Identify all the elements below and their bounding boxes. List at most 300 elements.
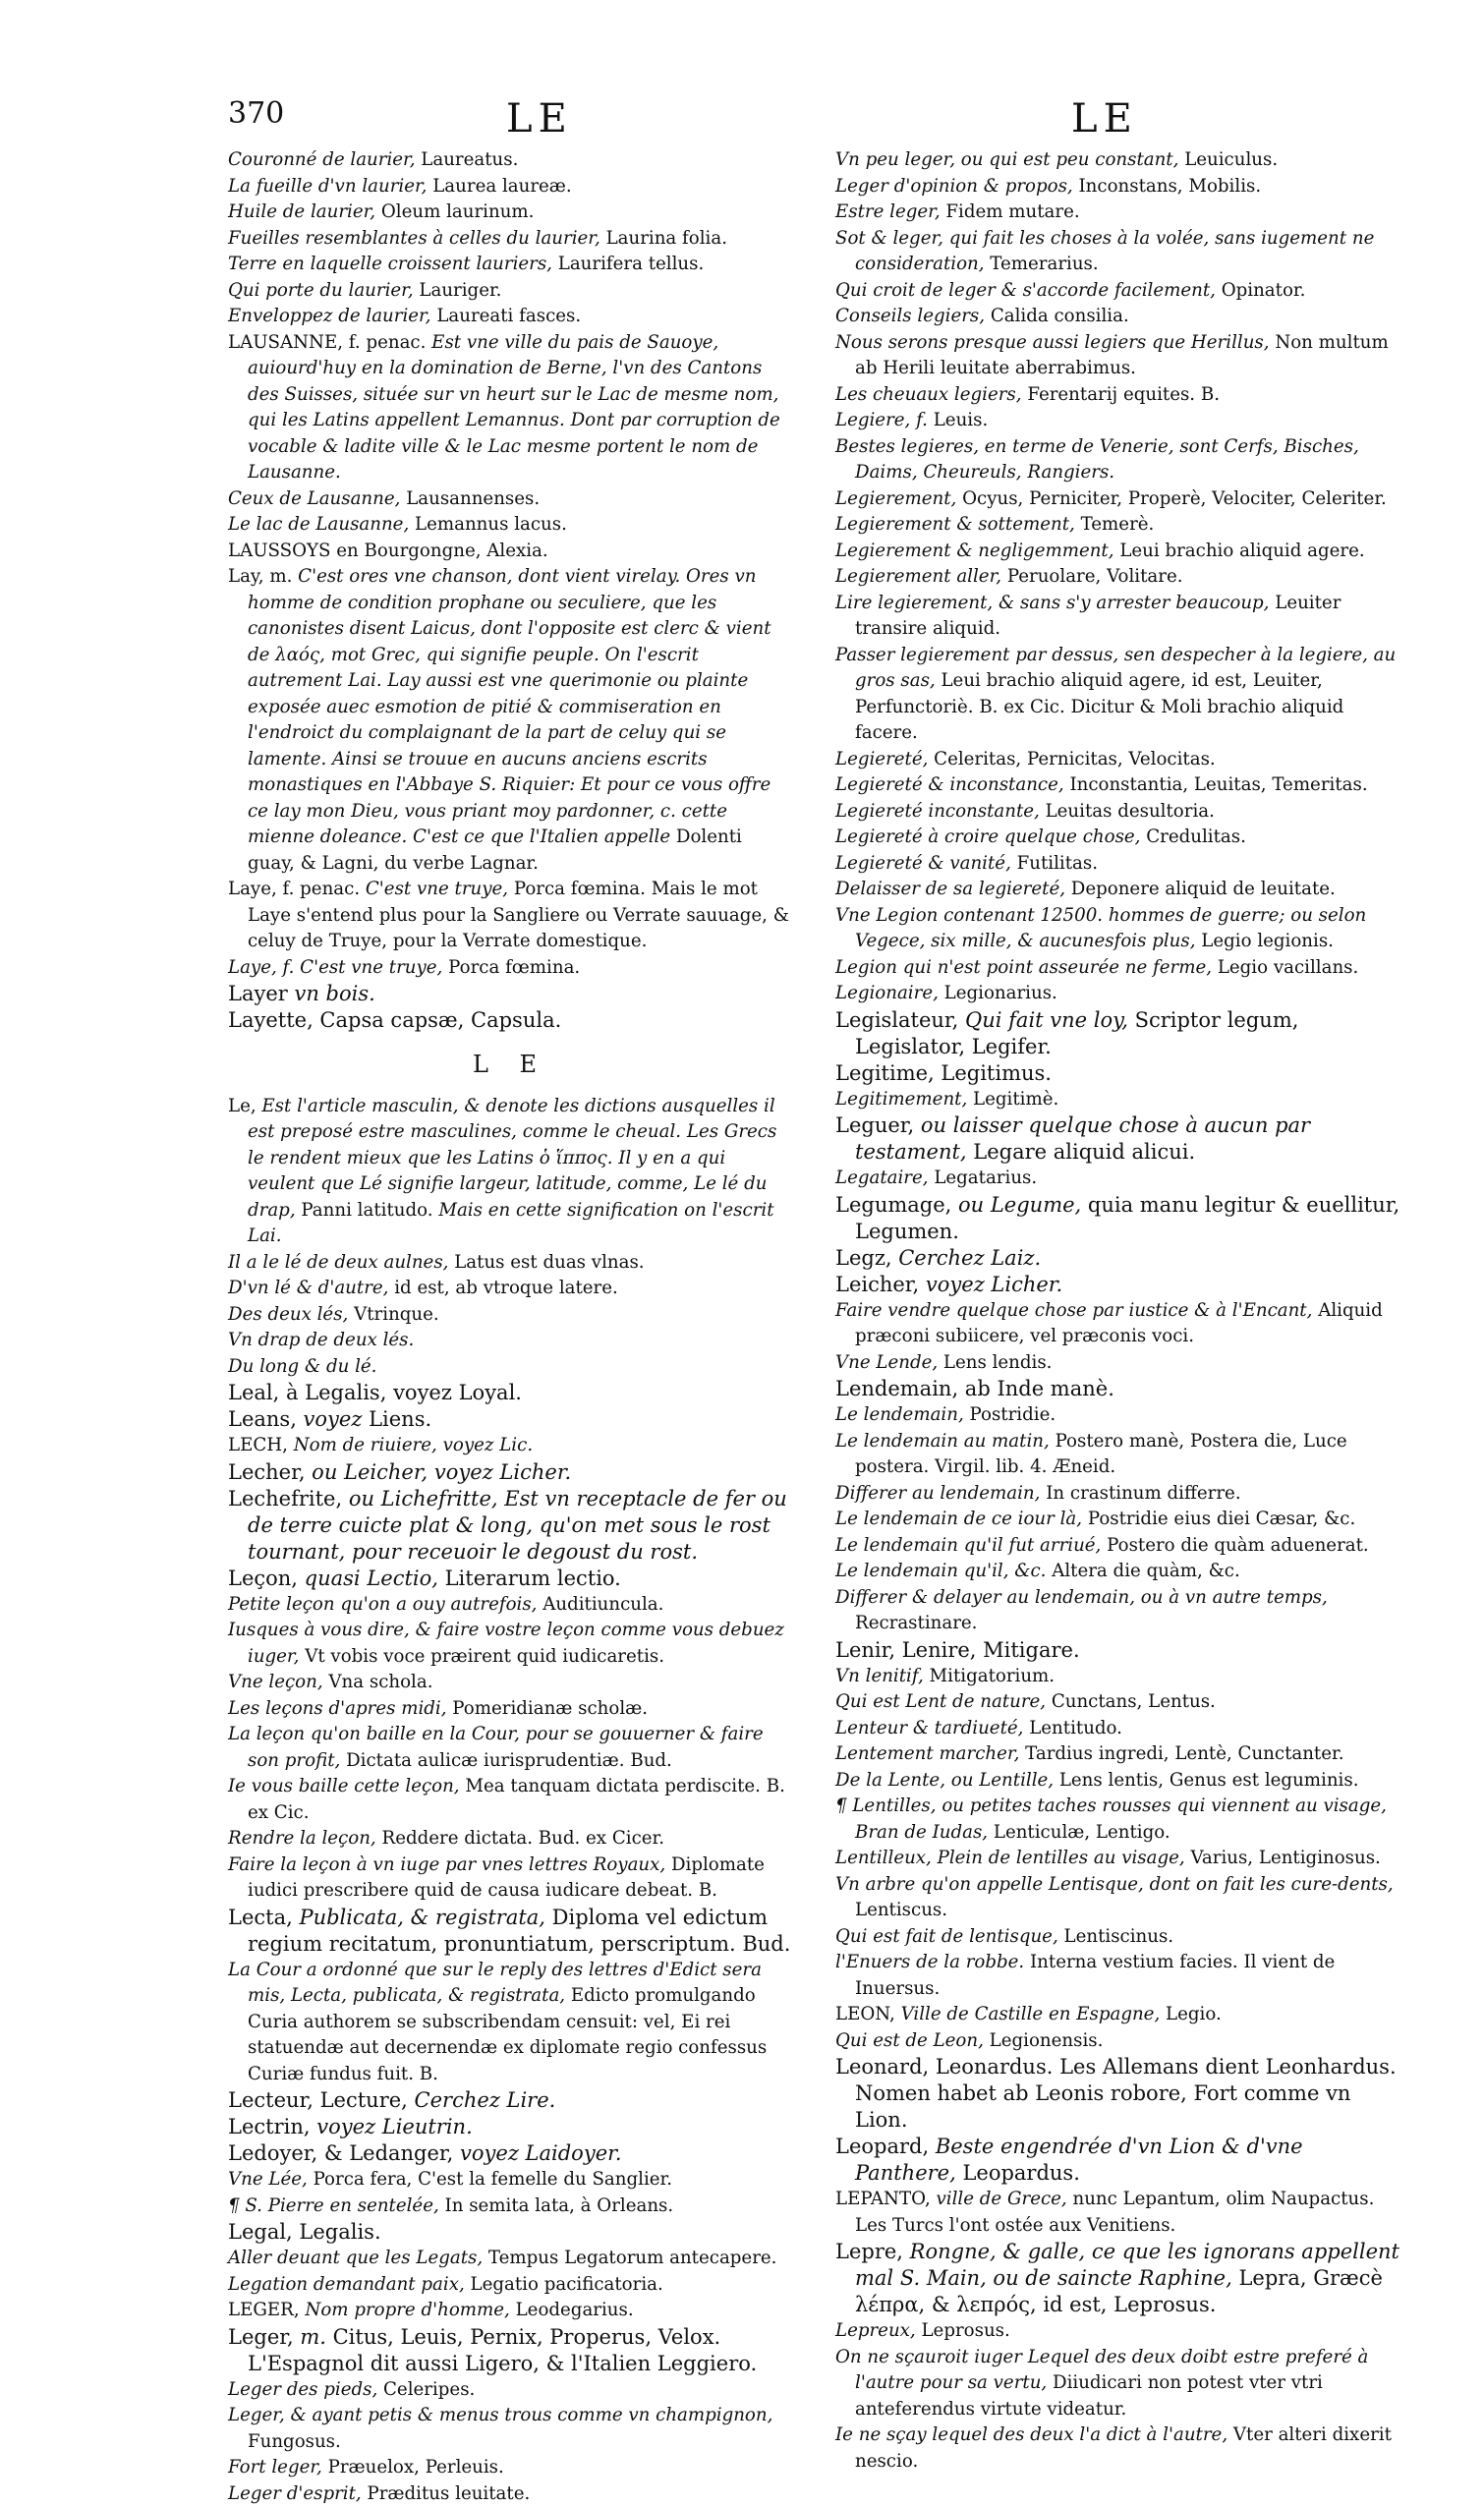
entry-latin: Lens lendis. bbox=[938, 1352, 1052, 1373]
entry-french: Legiereté inconstante, bbox=[835, 801, 1040, 822]
entry-french: Le lac de Lausanne, bbox=[228, 514, 409, 535]
entry-french: Le lendemain, bbox=[835, 1404, 964, 1425]
dictionary-entry bbox=[835, 434, 1400, 486]
entry-latin: Legatio pacificatoria. bbox=[465, 2274, 663, 2295]
entry-latin: Ferentarij equites. B. bbox=[1022, 384, 1220, 405]
entry-latin: Temerè. bbox=[1075, 514, 1155, 535]
dictionary-entry bbox=[228, 147, 793, 174]
dictionary-entry bbox=[228, 1592, 793, 1619]
dictionary-entry bbox=[228, 330, 793, 486]
dictionary-entry bbox=[835, 147, 1400, 174]
entry-french: l'Enuers de la robbe. bbox=[835, 1952, 1024, 1972]
entry-french: Estre leger, bbox=[835, 201, 941, 222]
entry-french: Qui est Lent de nature, bbox=[835, 1691, 1046, 1712]
dictionary-entry bbox=[835, 1298, 1400, 1350]
entry-french: Nom de riuiere, voyez Lic. bbox=[288, 1435, 533, 1455]
entry-french: Le lendemain de ce iour là, bbox=[835, 1509, 1082, 1529]
entry-french: Sot & leger, qui fait les choses à la volée, sans iugement ne consideration, bbox=[835, 228, 1374, 275]
dictionary-entry bbox=[835, 1481, 1400, 1508]
entry-latin: Temerarius. bbox=[985, 254, 1099, 274]
entry-latin: Diiudicari non potest vter vtri anteferendus virtute videatur. bbox=[855, 2372, 1323, 2420]
section-heading: L E bbox=[228, 1052, 793, 1078]
entry-latin: Legionensis. bbox=[984, 2030, 1104, 2051]
entry-french: Lire legierement, & sans s'y arrester beaucoup, bbox=[835, 593, 1269, 613]
dictionary-entry bbox=[835, 877, 1400, 903]
dictionary-entry bbox=[228, 2087, 793, 2114]
entry-french: Legierement & sottement, bbox=[835, 514, 1075, 535]
entry-latin: Præditus leuitate. bbox=[362, 2483, 531, 2504]
entry-latin: Porca fera, C'est la femelle du Sanglier. bbox=[308, 2169, 672, 2190]
entry-french: De la Lente, ou Lentille, bbox=[835, 1770, 1054, 1791]
entry-headword: Lecher, bbox=[228, 1460, 306, 1484]
entry-latin: Legalis. bbox=[293, 2220, 381, 2244]
dictionary-entry bbox=[835, 1741, 1400, 1768]
entry-french: Vne Legion contenant 12500. hommes de guerre; ou selon Vegece, six mille, & aucunesfois plus, bbox=[835, 905, 1366, 952]
dictionary-entry bbox=[228, 2114, 793, 2140]
entry-latin: Calida consilia. bbox=[985, 306, 1129, 326]
dictionary-entry bbox=[228, 2219, 793, 2246]
entry-french: Faire vendre quelque chose par iustice & à l'Encant, bbox=[835, 1300, 1312, 1321]
entry-latin: id est, ab vtroque latere. bbox=[388, 1278, 617, 1298]
entry-french: Leger d'esprit, bbox=[228, 2483, 362, 2504]
dictionary-entry bbox=[228, 1433, 793, 1459]
entry-french: Lentement marcher, bbox=[835, 1743, 1019, 1764]
dictionary-entry bbox=[835, 1245, 1400, 1272]
dictionary-entry bbox=[835, 1166, 1400, 1192]
entry-headword: Legislateur, bbox=[835, 1008, 958, 1032]
dictionary-entry bbox=[228, 1094, 793, 1250]
entry-french: Cerchez Laiz. bbox=[892, 1246, 1042, 1270]
entry-headword: Lectrin, bbox=[228, 2115, 311, 2138]
entry-headword: Leicher, bbox=[835, 1273, 919, 1296]
dictionary-entry bbox=[835, 2422, 1400, 2475]
entry-french: voyez Licher. bbox=[919, 1273, 1062, 1296]
dictionary-entry bbox=[228, 2272, 793, 2299]
dictionary-entry bbox=[835, 1664, 1400, 1690]
dictionary-entry bbox=[835, 278, 1400, 305]
dictionary-entry bbox=[835, 330, 1400, 382]
entry-latin: In semita lata, à Orleans. bbox=[439, 2195, 673, 2216]
entry-latin: Vna schola. bbox=[323, 1672, 433, 1692]
dictionary-entry bbox=[228, 1618, 793, 1670]
entry-french: Legitimement, bbox=[835, 1089, 967, 1110]
entry-headword: Lecteur, Lecture, bbox=[228, 2088, 408, 2112]
dictionary-entry bbox=[228, 2298, 793, 2324]
entry-headword: Lepre, bbox=[835, 2240, 903, 2263]
entry-latin: Lauriger. bbox=[414, 280, 502, 301]
entry-french: Le lendemain qu'il, &c. bbox=[835, 1561, 1046, 1581]
entry-french: Differer & delayer au lendemain, ou à vn autre temps, bbox=[835, 1587, 1328, 1608]
entry-headword: Leçon, bbox=[228, 1567, 298, 1590]
entry-latin: Leuis. bbox=[928, 410, 988, 430]
entry-french: Leger, & ayant petis & menus trous comme vn champignon, bbox=[228, 2405, 772, 2425]
dictionary-entry bbox=[228, 1670, 793, 1696]
entry-latin: Lausannenses. bbox=[400, 488, 540, 509]
entry-french: Qui est de Leon, bbox=[835, 2030, 984, 2051]
entry-french: Legierement, bbox=[835, 488, 956, 509]
running-head-left: LE bbox=[506, 96, 573, 142]
dictionary-entry bbox=[835, 1872, 1400, 1924]
entry-french: ville de Grece, bbox=[931, 2189, 1067, 2209]
entry-headword: Lecta, bbox=[228, 1906, 293, 1929]
entry-latin: Inconstans, Mobilis. bbox=[1073, 176, 1261, 197]
entry-latin: nunc Lepantum, olim Naupactus. Les Turcs l'ont ostée aux Venitiens. bbox=[855, 2189, 1374, 2236]
entry-french: Differer au lendemain, bbox=[835, 1483, 1040, 1504]
dictionary-entry bbox=[228, 2246, 793, 2272]
entry-french: Qui croit de leger & s'accorde facilement, bbox=[835, 280, 1216, 301]
entry-latin: Pomeridianæ scholæ. bbox=[447, 1698, 649, 1719]
dictionary-entry bbox=[835, 174, 1400, 200]
dictionary-entry bbox=[835, 1402, 1400, 1429]
dictionary-entry bbox=[835, 408, 1400, 434]
dictionary-entry bbox=[228, 1354, 793, 1381]
dictionary-entry bbox=[228, 2481, 793, 2507]
entry-latin: Opinator. bbox=[1216, 280, 1305, 301]
dictionary-entry bbox=[835, 1507, 1400, 1533]
entry-headword: Leonard, bbox=[835, 2055, 929, 2079]
dictionary-entry bbox=[228, 981, 793, 1007]
dictionary-entry bbox=[228, 1566, 793, 1592]
entry-latin: Alexia. bbox=[481, 541, 547, 561]
entry-headword: Leger, bbox=[228, 2325, 294, 2349]
dictionary-entry bbox=[835, 304, 1400, 330]
dictionary-entry bbox=[835, 2187, 1400, 2239]
entry-french: quasi Lectio, bbox=[298, 1567, 438, 1590]
entry-french: Ie vous baille cette leçon, bbox=[228, 1776, 460, 1796]
entry-latin: Altera die quàm, &c. bbox=[1046, 1561, 1239, 1581]
entry-french: Fort leger, bbox=[228, 2457, 322, 2478]
entry-latin: Auditiuncula. bbox=[537, 1594, 663, 1615]
dictionary-entry bbox=[835, 1716, 1400, 1742]
dictionary-entry bbox=[835, 1689, 1400, 1716]
entry-french: vn bois. bbox=[288, 982, 375, 1005]
entry-latin: Lentitudo. bbox=[1023, 1718, 1122, 1738]
entry-headword: Ledoyer, & Ledanger, bbox=[228, 2141, 453, 2165]
entry-french: Couronné de laurier, bbox=[228, 149, 416, 170]
entry-french: Rongne, & galle, ce que les ignorans appellent mal S. Main, ou de saincte Raphine, bbox=[855, 2240, 1399, 2290]
entry-latin: Vtrinque. bbox=[348, 1304, 438, 1325]
entry-french: Delaisser de sa legiereté, bbox=[835, 879, 1065, 899]
dictionary-entry bbox=[835, 1272, 1400, 1298]
dictionary-entry bbox=[228, 1852, 793, 1905]
dictionary-entry bbox=[228, 278, 793, 305]
dictionary-entry bbox=[835, 512, 1400, 539]
entry-french: ou laisser quelque chose à aucun par testament, bbox=[855, 1113, 1310, 1164]
dictionary-entry bbox=[835, 825, 1400, 851]
entry-french: Vn arbre qu'on appelle Lentisque, dont on fait les cure-dents, bbox=[835, 1874, 1394, 1895]
entry-french: Le lendemain qu'il fut arriué, bbox=[835, 1535, 1101, 1556]
dictionary-entry bbox=[835, 799, 1400, 826]
entry-french: Beste engendrée d'vn Lion & d'vne Panthere, bbox=[855, 2135, 1303, 2185]
entry-latin: Edicto promulgando Curia authorem se subscribendam censuit: vel, Ei rei statuendæ aut decernendæ ex diplomate regio confessus Curiæ fundus fuit. B. bbox=[248, 1985, 767, 2084]
dictionary-entry bbox=[835, 539, 1400, 565]
dictionary-entry bbox=[835, 1112, 1400, 1166]
entry-french: Legataire, bbox=[835, 1168, 929, 1188]
entry-latin: Lenire, Mitigare. bbox=[895, 1638, 1080, 1662]
entry-french: On ne sçauroit iuger Lequel des deux doibt estre preferé à l'autre pour sa vertu, bbox=[835, 2347, 1368, 2394]
entry-latin: Laurina folia. bbox=[600, 228, 727, 249]
entry-latin: Oleum laurinum. bbox=[375, 201, 534, 222]
dictionary-entry bbox=[228, 2167, 793, 2194]
entry-latin: Legio vacillans. bbox=[1212, 957, 1358, 978]
dictionary-entry bbox=[835, 903, 1400, 955]
entry-french: Legiereté à croire quelque chose, bbox=[835, 826, 1140, 847]
dictionary-entry bbox=[228, 1826, 793, 1852]
right-column bbox=[835, 147, 1400, 2475]
dictionary-entry bbox=[835, 1087, 1400, 1113]
entry-french: C'est vne truye, bbox=[360, 879, 508, 899]
entry-french: Lentilleux, Plein de lentilles au visage, bbox=[835, 1848, 1185, 1868]
dictionary-entry bbox=[835, 1376, 1400, 1402]
dictionary-entry bbox=[835, 772, 1400, 799]
entry-headword: Legz, bbox=[835, 1246, 892, 1270]
entry-french: Rendre la leçon, bbox=[228, 1828, 376, 1849]
entry-latin: Reddere dictata. Bud. ex Cicer. bbox=[376, 1828, 664, 1849]
entry-latin: Legio legionis. bbox=[1196, 931, 1334, 951]
dictionary-entry bbox=[228, 226, 793, 253]
entry-headword: Lechefrite, bbox=[228, 1487, 342, 1510]
entry-latin: Vt vobis voce præirent quid iudicaretis. bbox=[299, 1646, 664, 1667]
entry-headword: Leopard, bbox=[835, 2135, 929, 2158]
dictionary-entry bbox=[228, 1459, 793, 1486]
dictionary-entry bbox=[835, 1533, 1400, 1560]
entry-french: Passer legierement par dessus, sen despecher à la legiere, au gros sas, bbox=[835, 645, 1396, 692]
entry-french: Legiereté, bbox=[835, 749, 928, 769]
entry-french: Qui est fait de lentisque, bbox=[835, 1926, 1058, 1947]
entry-latin: Scriptor legum, Legislator, Legifer. bbox=[855, 1008, 1298, 1058]
entry-latin: Mitigatorium. bbox=[924, 1666, 1055, 1686]
entry-french: Terre en laquelle croissent lauriers, bbox=[228, 254, 552, 274]
entry-latin: Leui brachio aliquid agere, id est, Leuiter, Perfunctoriè. B. ex Cic. Dicitur & Moli brachio aliquid facere. bbox=[855, 670, 1343, 743]
entry-latin: Laurea laureæ. bbox=[427, 176, 571, 197]
entry-latin: Peruolare, Volitare. bbox=[1001, 566, 1182, 587]
entry-latin: Postridie. bbox=[964, 1404, 1056, 1425]
dictionary-entry bbox=[835, 2002, 1400, 2028]
entry-latin: à Legalis, voyez Loyal. bbox=[279, 1381, 522, 1404]
entry-latin: Lepra, Græcè λέπρα, & λεπρός, id est, Leprosus. bbox=[855, 2266, 1383, 2316]
dictionary-entry bbox=[835, 591, 1400, 643]
entry-latin: Præuelox, Perleuis. bbox=[322, 2457, 504, 2478]
entry-french: D'vn lé & d'autre, bbox=[228, 1278, 388, 1298]
dictionary-entry bbox=[835, 1559, 1400, 1585]
dictionary-entry bbox=[835, 1950, 1400, 2002]
entry-french: Petite leçon qu'on a ouy autrefois, bbox=[228, 1594, 537, 1615]
entry-latin: Leodegarius. bbox=[510, 2300, 634, 2320]
entry-latin: Cunctans, Lentus. bbox=[1046, 1691, 1216, 1712]
entry-french: Legation demandant paix, bbox=[228, 2274, 465, 2295]
dictionary-entry bbox=[835, 2028, 1400, 2055]
dictionary-entry bbox=[835, 643, 1400, 747]
entry-french: Publicata, & registrata, bbox=[293, 1906, 545, 1929]
entry-french: Lenteur & tardiueté, bbox=[835, 1718, 1023, 1738]
entry-french: Mais en cette signification on l'escrit Lai. bbox=[248, 1200, 774, 1247]
dictionary-entry bbox=[228, 1276, 793, 1302]
entry-french: Vne Lende, bbox=[835, 1352, 938, 1373]
entry-latin: Laureati fasces. bbox=[431, 306, 582, 326]
entry-latin: Credulitas. bbox=[1140, 826, 1245, 847]
entry-french: Faire la leçon à vn iuge par vnes lettres Royaux, bbox=[228, 1854, 665, 1875]
dictionary-entry bbox=[835, 1585, 1400, 1637]
entry-french: voyez Laidoyer. bbox=[453, 2141, 621, 2165]
entry-french: ¶ Lentilles, ou petites taches rousses qui viennent au visage, Bran de Iudas, bbox=[835, 1795, 1387, 1843]
dictionary-entry bbox=[835, 981, 1400, 1007]
entry-latin: Inconstantia, Leuitas, Temeritas. bbox=[1064, 774, 1368, 795]
entry-headword: Lay, m. bbox=[228, 566, 292, 587]
entry-latin: Tardius ingredi, Lentè, Cunctanter. bbox=[1019, 1743, 1343, 1764]
entry-french: La leçon qu'on baille en la Cour, pour se gouuerner & faire son profit, bbox=[228, 1724, 764, 1771]
entry-latin: Diploma vel edictum regium recitatum, pronuntiatum, perscriptum. Bud. bbox=[248, 1906, 790, 1956]
dictionary-entry bbox=[228, 1774, 793, 1826]
entry-french: Des deux lés, bbox=[228, 1304, 348, 1325]
dictionary-entry bbox=[228, 174, 793, 200]
dictionary-entry bbox=[835, 1429, 1400, 1481]
entry-french: voyez Lieutrin. bbox=[311, 2115, 473, 2138]
entry-latin: Panni latitudo. bbox=[296, 1200, 433, 1221]
dictionary-entry bbox=[228, 512, 793, 539]
entry-latin: Lentiscus. bbox=[855, 1900, 947, 1920]
dictionary-entry bbox=[835, 1794, 1400, 1846]
dictionary-entry bbox=[228, 1328, 793, 1354]
entry-french: ou Leicher, voyez Licher. bbox=[306, 1460, 572, 1484]
dictionary-entry bbox=[835, 1060, 1400, 1087]
entry-latin: Tempus Legatorum antecapere. bbox=[483, 2248, 776, 2268]
dictionary-entry bbox=[228, 486, 793, 513]
entry-headword: Laye, f. penac. bbox=[228, 879, 360, 899]
entry-latin: Lemannus lacus. bbox=[409, 514, 567, 535]
entry-latin: Ocyus, Perniciter, Properè, Velociter, Celeriter. bbox=[956, 488, 1386, 509]
entry-latin: Legatarius. bbox=[929, 1168, 1038, 1188]
dictionary-entry bbox=[228, 564, 793, 877]
entry-latin: Legare aliquid alicui. bbox=[967, 1140, 1196, 1164]
entry-latin: Non multum ab Herili leuitate aberrabimus. bbox=[855, 332, 1389, 379]
entry-headword: Legal, bbox=[228, 2220, 293, 2244]
entry-french: voyez bbox=[297, 1407, 363, 1431]
entry-french: La Cour a ordonné que sur le reply des lettres d'Edict sera mis, Lecta, publicata, & registrata, bbox=[228, 1960, 762, 2007]
entry-french: Legiere, f. bbox=[835, 410, 928, 430]
entry-latin: Recrastinare. bbox=[855, 1613, 977, 1633]
dictionary-entry bbox=[835, 1007, 1400, 1060]
dictionary-entry bbox=[835, 2134, 1400, 2187]
entry-headword: Layette, bbox=[228, 1008, 314, 1032]
entry-latin: Legio. bbox=[1160, 2004, 1222, 2024]
dictionary-entry bbox=[835, 2345, 1400, 2423]
entry-latin: Porca fœmina. Mais le mot Laye s'entend plus pour la Sangliere ou Verrate sauuage, & celuy de Truye, pour la Verrate domestique. bbox=[248, 879, 789, 951]
entry-french: Leger d'opinion & propos, bbox=[835, 176, 1073, 197]
entry-french: Iusques à vous dire, & faire vostre leçon comme vous debuez iuger, bbox=[228, 1620, 784, 1667]
dictionary-entry bbox=[228, 877, 793, 955]
entry-latin: Leuiculus. bbox=[1178, 149, 1278, 170]
entry-latin: Postero die quàm aduenerat. bbox=[1101, 1535, 1368, 1556]
dictionary-entry bbox=[228, 1905, 793, 1958]
dictionary-entry bbox=[228, 1250, 793, 1277]
entry-french: Conseils legiers, bbox=[835, 306, 985, 326]
entry-french: ou Legume, bbox=[951, 1193, 1081, 1217]
dictionary-entry bbox=[228, 1696, 793, 1723]
dictionary-entry bbox=[835, 226, 1400, 278]
dictionary-entry bbox=[835, 564, 1400, 591]
entry-latin: Leui brachio aliquid agere. bbox=[1114, 541, 1365, 561]
dictionary-entry bbox=[835, 382, 1400, 409]
dictionary-entry bbox=[228, 304, 793, 330]
dictionary-entry bbox=[228, 1380, 793, 1406]
entry-french: Il a le lé de deux aulnes, bbox=[228, 1252, 448, 1273]
entry-headword: LEON, bbox=[835, 2004, 895, 2024]
entry-headword: LAUSSOYS en Bourgongne, bbox=[228, 541, 481, 561]
entry-french: Les cheuaux legiers, bbox=[835, 384, 1022, 405]
entry-latin: Futilitas. bbox=[1011, 853, 1098, 874]
dictionary-entry bbox=[228, 1722, 793, 1774]
entry-latin: Literarum lectio. bbox=[438, 1567, 621, 1590]
dictionary-entry bbox=[835, 1924, 1400, 1951]
dictionary-entry bbox=[228, 199, 793, 226]
dictionary-entry bbox=[835, 955, 1400, 982]
entry-headword: Le, bbox=[228, 1096, 257, 1116]
entry-french: m. bbox=[294, 2325, 326, 2349]
entry-french: Fueilles resemblantes à celles du laurier, bbox=[228, 228, 600, 249]
running-head-right: LE bbox=[1071, 96, 1138, 142]
entry-french: Legierement aller, bbox=[835, 566, 1001, 587]
dictionary-entry bbox=[228, 2140, 793, 2167]
dictionary-entry bbox=[228, 2403, 793, 2455]
entry-french: Legiereté & inconstance, bbox=[835, 774, 1064, 795]
entry-latin: Vter alteri dixerit nescio. bbox=[855, 2424, 1392, 2472]
entry-latin: Legionarius. bbox=[939, 983, 1057, 1003]
dictionary-entry bbox=[228, 539, 793, 565]
entry-french: Enveloppez de laurier, bbox=[228, 306, 431, 326]
dictionary-entry bbox=[835, 1637, 1400, 1664]
dictionary-entry bbox=[228, 2194, 793, 2220]
entry-french: Nous serons presque aussi legiers que Herillus, bbox=[835, 332, 1270, 353]
entry-french: Les leçons d'apres midi, bbox=[228, 1698, 447, 1719]
entry-french: C'est ores vne chanson, dont vient virelay. Ores vn homme de condition prophane ou seculiere, que les canonistes disent Laicus, dont l'opposite est clerc & vient de λαός, mot Grec, qui signifie peuple. On l'escrit autrement Lai. Lay aussi est vne querimonie ou plainte exposée auec esmotion de pitié & commiseration en l'endroict du complaignant de la part de celuy qui se lamente. Ainsi se trouue en aucuns anciens escrits monastiques en l'Abbaye S. Riquier: Et pour ce vous offre ce lay mon Dieu, vous priant moy pardonner, c. cette mienne doleance. C'est ce que l'Italien appelle bbox=[248, 566, 771, 847]
entry-french: Vn drap de deux lés. bbox=[228, 1330, 414, 1350]
entry-latin: Fidem mutare. bbox=[941, 201, 1080, 222]
entry-latin: Leonardus. Les Allemans dient Leonhardus. Nomen habet ab Leonis robore, Fort comme vn Lion. bbox=[855, 2055, 1397, 2132]
dictionary-entry bbox=[835, 486, 1400, 513]
entry-french: Vn peu leger, ou qui est peu constant, bbox=[835, 149, 1178, 170]
entry-french: Est l'article masculin, & denote les dictions ausquelles il est preposé estre masculines, comme le cheual. Les Grecs le rendent mieux que les Latins ὁ ἵππος. Il y en a qui veulent que Lé signifie largeur, latitude, comme, Le lé du drap, bbox=[248, 1096, 776, 1221]
dictionary-entry bbox=[228, 1958, 793, 2088]
entry-latin: Postridie eius diei Cæsar, &c. bbox=[1082, 1509, 1355, 1529]
dictionary-entry bbox=[835, 2054, 1400, 2134]
entry-latin: Postero manè, Postera die, Luce postera. Virgil. lib. 4. Æneid. bbox=[855, 1431, 1347, 1478]
entry-french: Vne leçon, bbox=[228, 1672, 323, 1692]
entry-latin: Legitimè. bbox=[967, 1089, 1058, 1110]
dictionary-entry bbox=[835, 1846, 1400, 1872]
entry-french: Aller deuant que les Legats, bbox=[228, 2248, 483, 2268]
entry-french: Bestes legieres, en terme de Venerie, sont Cerfs, Bisches, Daims, Cheureuls, Rangiers. bbox=[835, 436, 1359, 484]
entry-french: Legion qui n'est point asseurée ne ferme, bbox=[835, 957, 1212, 978]
entry-headword: LAUSANNE, f. penac. bbox=[228, 332, 426, 353]
entry-latin: Interna vestium facies. Il vient de Inuersus. bbox=[855, 1952, 1335, 1999]
dictionary-entry bbox=[835, 747, 1400, 773]
entry-headword: Lendemain, bbox=[835, 1377, 958, 1400]
entry-headword: Leans, bbox=[228, 1407, 297, 1431]
entry-headword: Legumage, bbox=[835, 1193, 951, 1217]
entry-latin: Dictata aulicæ iurisprudentiæ. Bud. bbox=[340, 1750, 672, 1771]
entry-french: Nom propre d'homme, bbox=[300, 2300, 510, 2320]
entry-latin: Diplomate iudici prescribere quid de causa iudicare debeat. B. bbox=[248, 1854, 765, 1902]
dictionary-entry bbox=[228, 1486, 793, 1566]
entry-headword: Layer bbox=[228, 982, 288, 1005]
dictionary-entry bbox=[228, 2455, 793, 2481]
entry-latin: Leuitas desultoria. bbox=[1040, 801, 1215, 822]
entry-latin: Deponere aliquid de leuitate. bbox=[1065, 879, 1336, 899]
entry-headword: Leguer, bbox=[835, 1113, 914, 1137]
entry-latin: Celeripes. bbox=[377, 2379, 475, 2400]
entry-french: Huile de laurier, bbox=[228, 201, 375, 222]
entry-latin: Porca fœmina. bbox=[442, 957, 580, 978]
